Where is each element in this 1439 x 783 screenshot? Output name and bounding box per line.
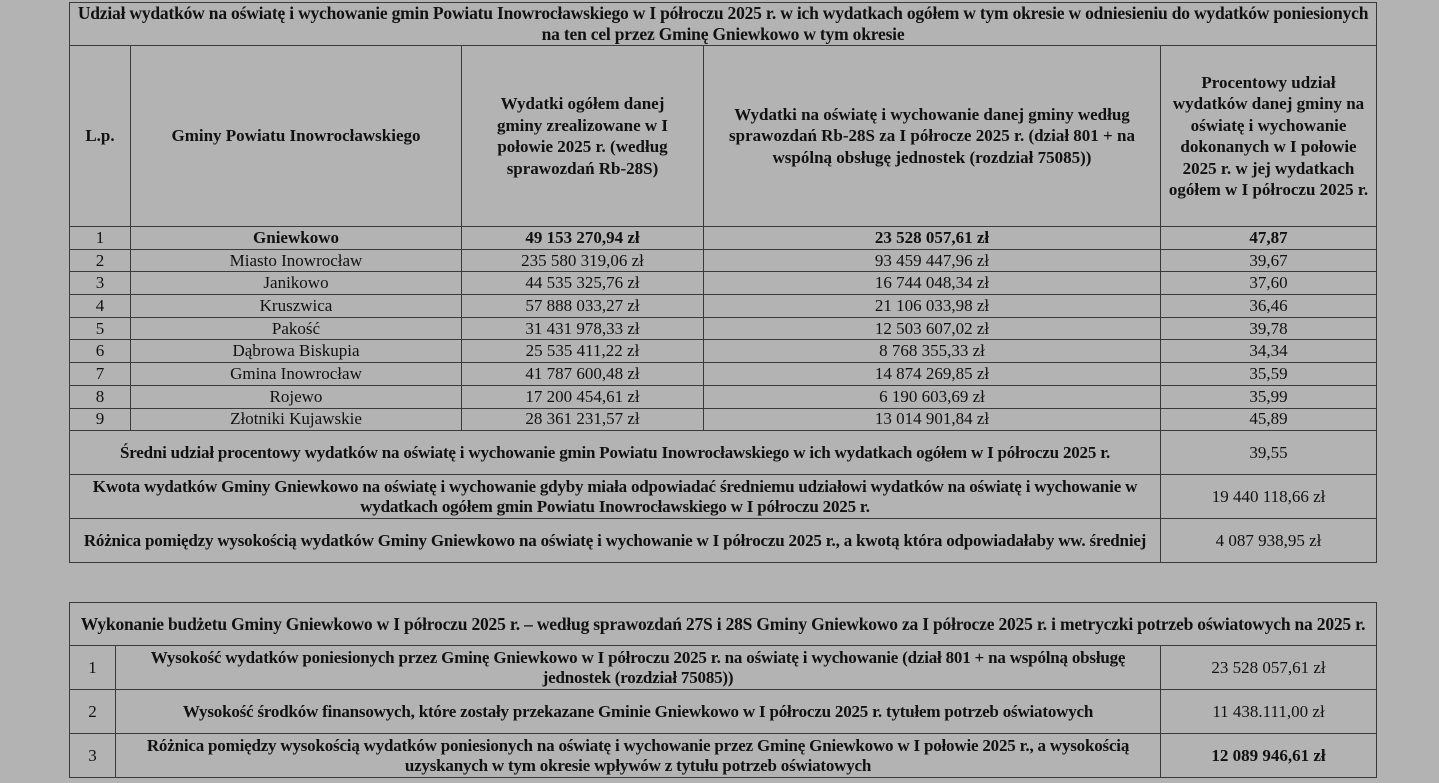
cell-lp: 2 bbox=[70, 690, 116, 734]
cell-lp: 1 bbox=[70, 227, 131, 250]
summary-row bbox=[70, 519, 1377, 563]
budget-execution-table bbox=[69, 602, 1377, 778]
cell-lp: 4 bbox=[70, 295, 131, 318]
table-row bbox=[70, 690, 1377, 734]
cell-education: 93 459 447,96 zł bbox=[704, 249, 1161, 272]
cell-total: 17 200 454,61 zł bbox=[462, 385, 704, 408]
summary-difference-value: 4 087 938,95 zł bbox=[1161, 519, 1377, 563]
cell-total: 31 431 978,33 zł bbox=[462, 317, 704, 340]
cell-gmina: Gmina Inowrocław bbox=[131, 363, 462, 386]
cell-label: Wysokość wydatków poniesionych przez Gminę Gniewkowo w I półroczu 2025 r. na oświatę i wychowanie (dział 801 + na wspólną obsługę jednostek (rozdział 75085)) bbox=[116, 646, 1161, 690]
cell-percent: 39,78 bbox=[1161, 317, 1377, 340]
cell-education: 8 768 355,33 zł bbox=[704, 340, 1161, 363]
cell-total: 57 888 033,27 zł bbox=[462, 295, 704, 318]
cell-lp: 2 bbox=[70, 249, 131, 272]
cell-lp: 9 bbox=[70, 408, 131, 431]
cell-percent: 35,59 bbox=[1161, 363, 1377, 386]
cell-education: 16 744 048,34 zł bbox=[704, 272, 1161, 295]
table-row bbox=[70, 385, 1377, 408]
table1-title: Udział wydatków na oświatę i wychowanie gmin Powiatu Inowrocławskiego w I półroczu 2025 r. w ich wydatkach ogółem w tym okresie w odniesieniu do wydatków poniesionych na ten cel przez Gminę Gniewkowo w tym okresie bbox=[70, 3, 1377, 46]
cell-percent: 45,89 bbox=[1161, 408, 1377, 431]
cell-total: 28 361 231,57 zł bbox=[462, 408, 704, 431]
cell-total: 25 535 411,22 zł bbox=[462, 340, 704, 363]
cell-lp: 5 bbox=[70, 317, 131, 340]
cell-total: 41 787 600,48 zł bbox=[462, 363, 704, 386]
header-gmina: Gminy Powiatu Inowrocławskiego bbox=[131, 46, 462, 227]
cell-percent: 36,46 bbox=[1161, 295, 1377, 318]
cell-education: 21 106 033,98 zł bbox=[704, 295, 1161, 318]
summary-expected-amount-value: 19 440 118,66 zł bbox=[1161, 475, 1377, 519]
education-expenditure-share-table bbox=[69, 2, 1377, 563]
cell-percent: 34,34 bbox=[1161, 340, 1377, 363]
cell-lp: 3 bbox=[70, 734, 116, 778]
table-row bbox=[70, 249, 1377, 272]
cell-education: 23 528 057,61 zł bbox=[704, 227, 1161, 250]
header-percent-share: Procentowy udział wydatków danej gminy na oświatę i wychowanie dokonanych w I połowie 2025 r. w jej wydatkach ogółem w I półroczu 2025 r. bbox=[1161, 46, 1377, 227]
cell-gmina: Miasto Inowrocław bbox=[131, 249, 462, 272]
cell-value: 23 528 057,61 zł bbox=[1161, 646, 1377, 690]
cell-lp: 8 bbox=[70, 385, 131, 408]
cell-lp: 3 bbox=[70, 272, 131, 295]
cell-percent: 35,99 bbox=[1161, 385, 1377, 408]
cell-percent: 37,60 bbox=[1161, 272, 1377, 295]
summary-expected-amount-label: Kwota wydatków Gminy Gniewkowo na oświatę i wychowanie gdyby miała odpowiadać średniemu udziałowi wydatków na oświatę i wychowanie w wydatkach ogółem gmin Powiatu Inowrocławskiego w I półroczu 2025 r. bbox=[70, 475, 1161, 519]
cell-lp: 6 bbox=[70, 340, 131, 363]
cell-gmina: Janikowo bbox=[131, 272, 462, 295]
cell-education: 13 014 901,84 zł bbox=[704, 408, 1161, 431]
summary-average-value: 39,55 bbox=[1161, 431, 1377, 475]
cell-gmina: Rojewo bbox=[131, 385, 462, 408]
table-row bbox=[70, 408, 1377, 431]
cell-gmina: Kruszwica bbox=[131, 295, 462, 318]
cell-education: 6 190 603,69 zł bbox=[704, 385, 1161, 408]
cell-value: 12 089 946,61 zł bbox=[1161, 734, 1377, 778]
table-row bbox=[70, 272, 1377, 295]
cell-lp: 7 bbox=[70, 363, 131, 386]
header-total-expenditure: Wydatki ogółem danej gminy zrealizowane w I połowie 2025 r. (według sprawozdań Rb-28S) bbox=[462, 46, 704, 227]
header-lp: L.p. bbox=[70, 46, 131, 227]
table-row bbox=[70, 734, 1377, 778]
table2-title: Wykonanie budżetu Gminy Gniewkowo w I półroczu 2025 r. – według sprawozdań 27S i 28S Gminy Gniewkowo za I półrocze 2025 r. i metryczki potrzeb oświatowych na 2025 r. bbox=[70, 603, 1377, 646]
summary-average-label: Średni udział procentowy wydatków na oświatę i wychowanie gmin Powiatu Inowrocławskiego w ich wydatkach ogółem w I półroczu 2025 r. bbox=[70, 431, 1161, 475]
cell-value: 11 438.111,00 zł bbox=[1161, 690, 1377, 734]
cell-percent: 47,87 bbox=[1161, 227, 1377, 250]
cell-percent: 39,67 bbox=[1161, 249, 1377, 272]
table-row bbox=[70, 317, 1377, 340]
table-row bbox=[70, 295, 1377, 318]
cell-total: 44 535 325,76 zł bbox=[462, 272, 704, 295]
cell-total: 235 580 319,06 zł bbox=[462, 249, 704, 272]
summary-row bbox=[70, 431, 1377, 475]
cell-label: Różnica pomiędzy wysokością wydatków poniesionych na oświatę i wychowanie przez Gminę Gniewkowo w I połowie 2025 r., a wysokością uzyskanych w tym okresie wpływów z tytułu potrzeb oświatowych bbox=[116, 734, 1161, 778]
cell-lp: 1 bbox=[70, 646, 116, 690]
header-education-expenditure: Wydatki na oświatę i wychowanie danej gminy według sprawozdań Rb-28S za I półrocze 2025 r. (dział 801 + na wspólną obsługę jednostek (rozdział 75085)) bbox=[704, 46, 1161, 227]
cell-education: 14 874 269,85 zł bbox=[704, 363, 1161, 386]
cell-education: 12 503 607,02 zł bbox=[704, 317, 1161, 340]
table-row bbox=[70, 227, 1377, 250]
cell-gmina: Złotniki Kujawskie bbox=[131, 408, 462, 431]
cell-gmina: Pakość bbox=[131, 317, 462, 340]
summary-row bbox=[70, 475, 1377, 519]
table-row bbox=[70, 646, 1377, 690]
summary-difference-label: Różnica pomiędzy wysokością wydatków Gminy Gniewkowo na oświatę i wychowanie w I półroczu 2025 r., a kwotą która odpowiadałaby ww. średniej bbox=[70, 519, 1161, 563]
table-row bbox=[70, 340, 1377, 363]
cell-gmina: Dąbrowa Biskupia bbox=[131, 340, 462, 363]
cell-gmina: Gniewkowo bbox=[131, 227, 462, 250]
cell-total: 49 153 270,94 zł bbox=[462, 227, 704, 250]
cell-label: Wysokość środków finansowych, które zostały przekazane Gminie Gniewkowo w I półroczu 2025 r. tytułem potrzeb oświatowych bbox=[116, 690, 1161, 734]
table-row bbox=[70, 363, 1377, 386]
